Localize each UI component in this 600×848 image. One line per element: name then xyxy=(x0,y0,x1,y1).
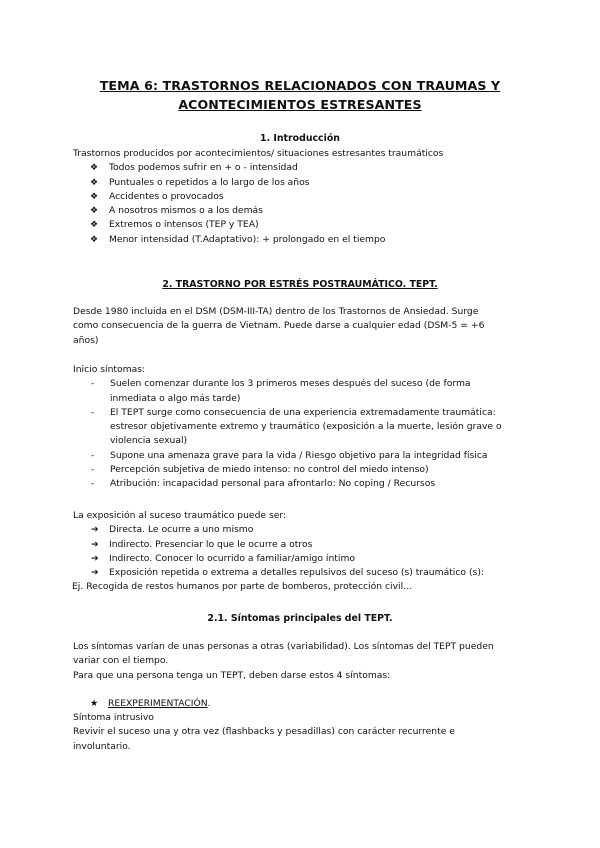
list-item xyxy=(73,538,533,552)
arrow-bullet-icon: ➔ xyxy=(91,568,99,579)
dash-bullet-icon: - xyxy=(91,450,95,461)
diamond-bullet-icon: ❖ xyxy=(90,234,99,245)
reexperimentacion-label: REEXPERIMENTACIÓN xyxy=(108,698,208,709)
diamond-bullet-icon: ❖ xyxy=(90,177,99,188)
dash-bullet-icon: - xyxy=(91,479,95,490)
paragraph-line: Los síntomas varían de unas personas a otras (variabilidad). Los síntomas del TEPT pueden xyxy=(73,641,494,652)
paragraph-line: Para que una persona tenga un TEPT, deben darse estos 4 síntomas: xyxy=(73,669,391,681)
list-item-continuation: estresor objetivamente extremo y traumático (exposición a la muerte, lesión grave o xyxy=(110,421,502,433)
section-1-heading: 1. Introducción xyxy=(260,133,340,144)
dash-bullet-icon: - xyxy=(91,407,95,418)
diamond-bullet-icon: ❖ xyxy=(90,220,99,231)
list-item xyxy=(73,477,533,491)
list-item-text: Menor intensidad (T.Adaptativo): + prolongado en el tiempo xyxy=(109,233,386,245)
sintomas-list xyxy=(73,377,533,491)
star-icon: ★ xyxy=(90,698,99,709)
list-item-text: El TEPT surge como consecuencia de una experiencia extremadamente traumática: xyxy=(110,406,496,418)
diamond-bullet-icon: ❖ xyxy=(90,191,99,202)
list-item-text: Directa. Le ocurre a uno mismo xyxy=(109,524,254,536)
list-item xyxy=(73,552,533,566)
section-1-intro: Trastornos producidos por acontecimientos/ situaciones estresantes traumáticos xyxy=(73,148,444,159)
list-item-continuation: inmediata o algo más tarde) xyxy=(110,392,241,404)
list-item xyxy=(73,449,533,463)
inicio-sintomas-label: Inicio síntomas: xyxy=(73,364,146,375)
reexperimentacion-suffix: . xyxy=(207,698,211,709)
list-item xyxy=(73,218,533,232)
list-item-text: Percepción subjetiva de miedo intenso: no control del miedo intenso) xyxy=(110,464,429,476)
section-2-1-paragraph xyxy=(73,640,533,683)
title-line-2: ACONTECIMIENTOS ESTRESANTES xyxy=(178,97,422,112)
arrow-bullet-icon: ➔ xyxy=(91,539,99,550)
reexperimentacion-heading xyxy=(90,697,211,711)
dash-bullet-icon: - xyxy=(91,465,95,476)
list-item xyxy=(73,377,533,391)
list-item-text: Puntuales o repetidos a lo largo de los años xyxy=(109,176,310,188)
section-2-heading: 2. TRASTORNO POR ESTRÉS POSTRAUMÁTICO. TEPT. xyxy=(162,279,438,290)
section-1-bullet-list xyxy=(73,161,533,247)
section-1-body xyxy=(73,147,533,247)
list-item xyxy=(73,233,533,247)
list-item xyxy=(73,204,533,218)
list-item-text: Indirecto. Conocer lo ocurrido a familiar/amigo íntimo xyxy=(109,552,356,564)
list-item-text: Atribución: incapacidad personal para afrontarlo: No coping / Recursos xyxy=(110,478,436,490)
revivir-line: Revivir el suceso una y otra vez (flashbacks y pesadillas) con carácter recurrente e xyxy=(73,726,455,738)
section-2-1-heading: 2.1. Síntomas principales del TEPT. xyxy=(207,613,393,624)
list-item xyxy=(73,566,533,580)
reexperimentacion-body xyxy=(73,711,533,754)
paragraph-line: Desde 1980 incluida en el DSM (DSM-III-TA) dentro de los Trastornos de Ansiedad. Surge xyxy=(73,306,479,317)
section-2-paragraph xyxy=(73,305,533,348)
list-item-continuation: violencia sexual) xyxy=(110,435,188,447)
list-item xyxy=(73,176,533,190)
list-item-text: Exposición repetida o extrema a detalles repulsivos del suceso (s) traumático (s): xyxy=(109,567,485,579)
ejemplo-text: Ej. Recogida de restos humanos por parte de bomberos, protección civil… xyxy=(72,581,413,593)
list-item xyxy=(73,463,533,477)
list-item xyxy=(73,161,533,175)
arrow-bullet-icon: ➔ xyxy=(91,525,99,536)
list-item xyxy=(73,406,533,420)
list-item xyxy=(73,190,533,204)
exposicion-label: La exposición al suceso traumático puede ser: xyxy=(73,510,287,521)
exposicion-block xyxy=(73,509,533,595)
exposicion-list xyxy=(73,523,533,580)
list-item-text: Supone una amenaza grave para la vida / Riesgo objetivo para la integridad física xyxy=(110,449,488,461)
list-item-text: Todos podemos sufrir en + o - intensidad xyxy=(109,162,298,174)
arrow-bullet-icon: ➔ xyxy=(91,553,99,564)
list-item-text: Indirecto. Presenciar lo que le ocurre a otros xyxy=(109,538,313,550)
document-title xyxy=(40,76,560,114)
diamond-bullet-icon: ❖ xyxy=(90,206,99,217)
paragraph-line: variar con el tiempo. xyxy=(73,655,169,667)
list-item-text: Suelen comenzar durante los 3 primeros meses después del suceso (de forma xyxy=(110,378,471,390)
diamond-bullet-icon: ❖ xyxy=(90,163,99,174)
inicio-sintomas-block xyxy=(73,363,533,492)
paragraph-line: como consecuencia de la guerra de Vietnam. Puede darse a cualquier edad (DSM-5 = +6 xyxy=(73,320,485,332)
list-item-text: A nosotros mismos o a los demás xyxy=(109,205,263,217)
dash-bullet-icon: - xyxy=(91,379,95,390)
list-item-text: Accidentes o provocados xyxy=(109,190,224,202)
title-line-1: TEMA 6: TRASTORNOS RELACIONADOS CON TRAUMAS Y xyxy=(99,78,501,93)
list-item xyxy=(73,523,533,537)
list-item-text: Extremos o intensos (TEP y TEA) xyxy=(109,219,259,231)
revivir-line: involuntario. xyxy=(73,740,131,752)
intrusivo-text: Síntoma intrusivo xyxy=(73,712,154,723)
paragraph-line: años) xyxy=(73,334,99,346)
